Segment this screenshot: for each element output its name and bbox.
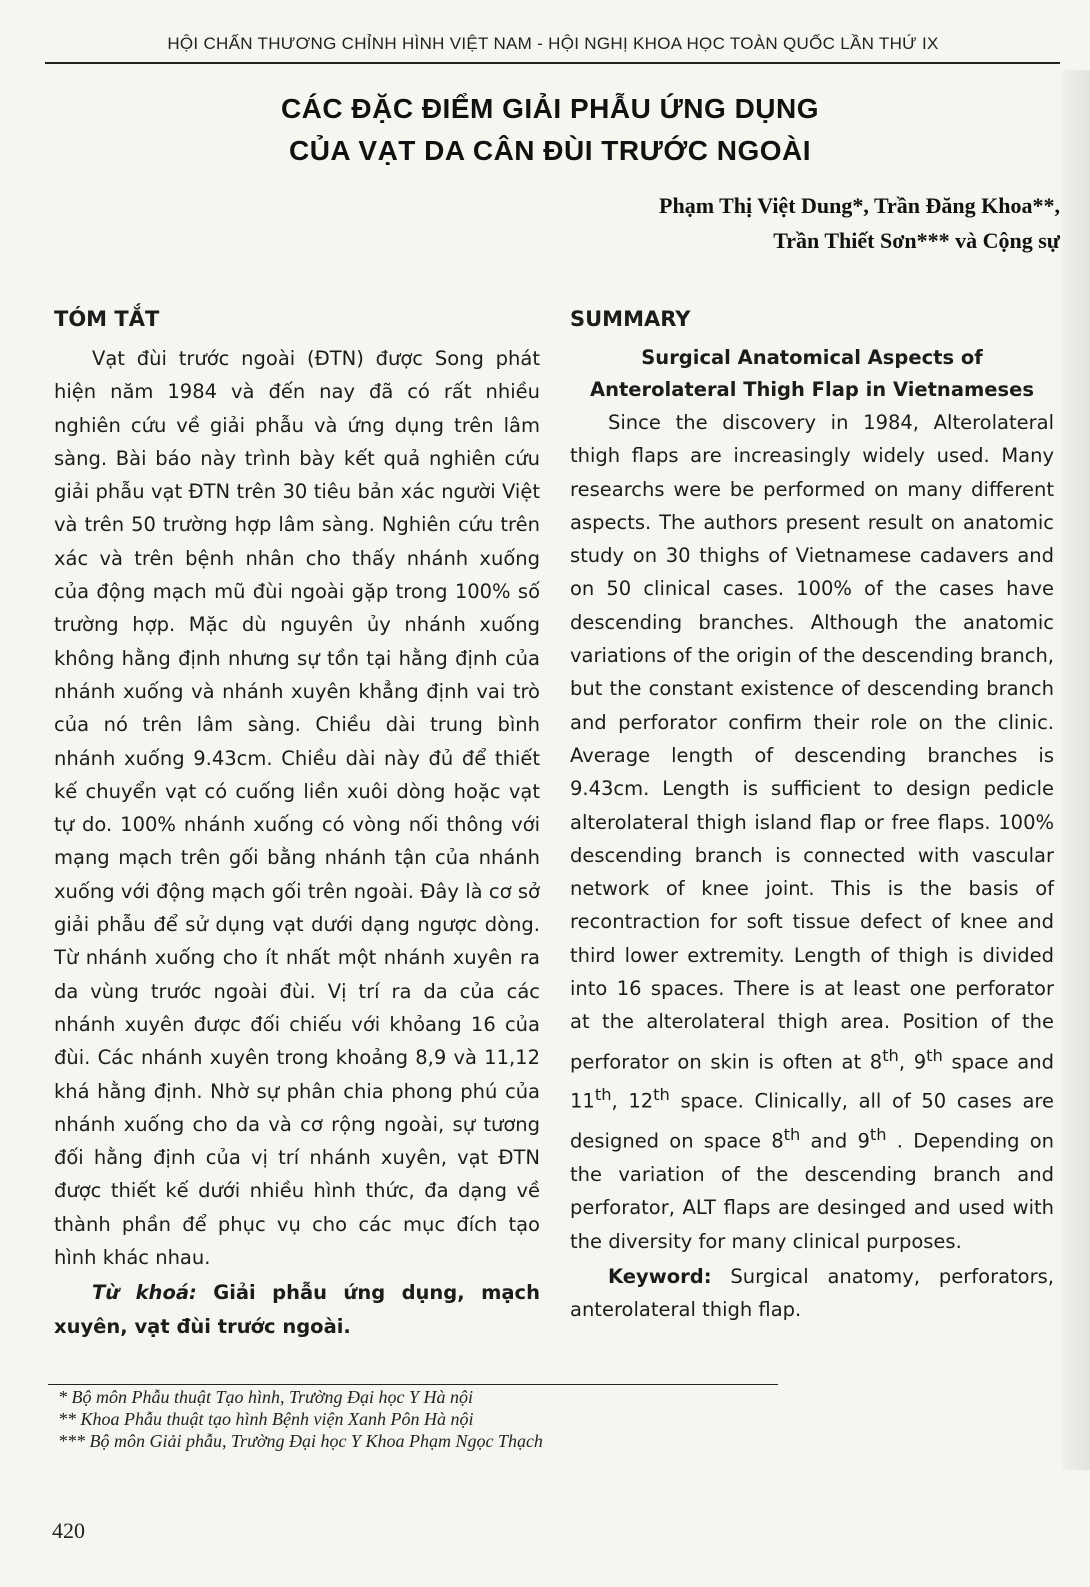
page-edge-shadow xyxy=(1062,70,1090,1470)
sup-th: th xyxy=(594,1085,612,1105)
vietnamese-abstract xyxy=(54,300,540,1343)
footnote-2: ** Khoa Phẫu thuật tạo hình Bệnh viện Xanh Pôn Hà nội xyxy=(58,1409,474,1429)
title-line-2: CỦA VẠT DA CÂN ĐÙI TRƯỚC NGOÀI xyxy=(288,135,812,166)
title-line-1: CÁC ĐẶC ĐIỂM GIẢI PHẪU ỨNG DỤNG xyxy=(280,93,820,124)
summary-title-line-2: Anterolateral Thigh Flap in Vietnameses xyxy=(590,378,1034,401)
sup-th: th xyxy=(783,1125,801,1145)
summary-body-part-1: Since the discovery in 1984, Alterolateral thigh flaps are increasingly widely used. Many researchs were be performed on many different aspects. The authors present result on anatomic study on 30 thighs of Vietnamese cadavers and on 50 clinical cases. 100% of the cases have descending branches. Although the anatomic variations of the origin of the descending branch, but the constant existence of descending branch and perforator confirm their role on the clinic. Average length of descending branches is 9.43cm. Length is sufficient to design pedicle alterolateral thigh island flap or free flaps. 100% descending branch is connected with vascular network of knee joint. This is the basis of recontraction for soft tissue defect of knee and third lower extremity. Length of thigh is divided into 16 spaces. There is at least one perforator at the alterolateral thigh area. Position of the perforator on skin is often at 8 xyxy=(570,411,1054,1074)
footnote-3: *** Bộ môn Giải phẫu, Trường Đại học Y Khoa Phạm Ngọc Thạch xyxy=(58,1431,543,1451)
english-summary xyxy=(570,300,1054,1327)
sup-th: th xyxy=(653,1085,670,1105)
summary-body-part-2: space. Clinically, all of 50 cases are designed on space 8 xyxy=(570,1089,1054,1153)
running-header: HỘI CHẤN THƯƠNG CHỈNH HÌNH VIỆT NAM - HỘI NGHỊ KHOA HỌC TOÀN QUỐC LẦN THỨ IX xyxy=(167,34,939,53)
summary-body-part-3: . Depending on the variation of the descending branch and perforator, ALT flaps are desinged and used with the diversity for many clinical purposes. xyxy=(570,1129,1054,1253)
page-number: 420 xyxy=(52,1518,85,1543)
sup-th: th xyxy=(882,1045,899,1065)
sup-th: th xyxy=(869,1125,887,1145)
summary-text-space-and: space and 11 xyxy=(570,1050,1054,1113)
keywords-en-text: Surgical anatomy, perforators, anterolateral thigh flap. xyxy=(570,1264,1054,1322)
keywords-en xyxy=(570,1260,1054,1327)
summary-text-and9: and 9 xyxy=(800,1129,870,1153)
keywords-vi xyxy=(54,1276,540,1343)
keywords-en-label: Keyword: xyxy=(608,1264,712,1288)
footnotes xyxy=(58,1386,543,1452)
header-rule xyxy=(45,62,1060,64)
summary-text-9: , 9 xyxy=(898,1050,927,1074)
authors-line-1: Phạm Thị Việt Dung*, Trần Đăng Khoa**, xyxy=(659,193,1060,218)
sup-th: th xyxy=(926,1045,943,1065)
article-title xyxy=(260,88,840,172)
abstract-heading: TÓM TẮT xyxy=(54,307,160,331)
authors-line-2: Trần Thiết Sơn*** và Cộng sự xyxy=(773,228,1060,253)
summary-heading: SUMMARY xyxy=(570,307,691,331)
authors xyxy=(659,188,1060,258)
abstract-body: Vạt đùi trước ngoài (ĐTN) được Song phát hiện năm 1984 và đến nay đã có rất nhiều nghiên cứu về giải phẫu và ứng dụng trên lâm sàng. Bài báo này trình bày kết quả nghiên cứu giải phẫu vạt ĐTN trên 30 tiêu bản xác người Việt và trên 50 trường hợp lâm sàng. Nghiên cứu trên xác và trên bệnh nhân cho thấy nhánh xuống của động mạch mũ đùi ngoài gặp trong 100% số trường hợp. Mặc dù nguyên ủy nhánh xuống không hằng định nhưng sự tồn tại hằng định của nhánh xuống và nhánh xuyên khẳng định vai trò của nó trên lâm sàng. Chiều dài trung bình nhánh xuống 9.43cm. Chiều dài này đủ để thiết kế chuyển vạt có cuống liền xuôi dòng hoặc vạt tự do. 100% nhánh xuống có vòng nối thông với mạng mạch trên gối bằng nhánh tận của nhánh xuống với động mạch gối trên ngoài. Đây là cơ sở giải phẫu để sử dụng vạt dưới dạng ngược dòng. Từ nhánh xuống cho ít nhất một nhánh xuyên ra da vùng trước ngoài đùi. Vị trí ra da của các nhánh xuyên được đối chiếu với khỏang 16 của đùi. Các nhánh xuyên trong khoảng 8,9 và 11,12 khá hằng định. Nhờ sự phân chia phong phú của nhánh xuống cho da và cơ rộng ngoài, sự tương đối hằng định của vị trí nhánh xuyên, vạt ĐTN được thiết kế dưới nhiều hình thức, đa dạng về thành phần để phục vụ cho các mục đích tạo hình khác nhau. xyxy=(54,347,540,1270)
summary-text-12: , 12 xyxy=(611,1089,654,1113)
keywords-vi-label: Từ khoá: xyxy=(92,1281,197,1305)
summary-title-line-1: Surgical Anatomical Aspects of xyxy=(641,346,983,369)
footnote-rule xyxy=(48,1384,778,1385)
footnote-1: * Bộ môn Phẫu thuật Tạo hình, Trường Đại học Y Hà nội xyxy=(58,1387,473,1407)
summary-body xyxy=(570,406,1054,1258)
keywords-vi-text: Giải phẫu ứng dụng, mạch xuyên, vạt đùi trước ngoài. xyxy=(54,1281,540,1338)
